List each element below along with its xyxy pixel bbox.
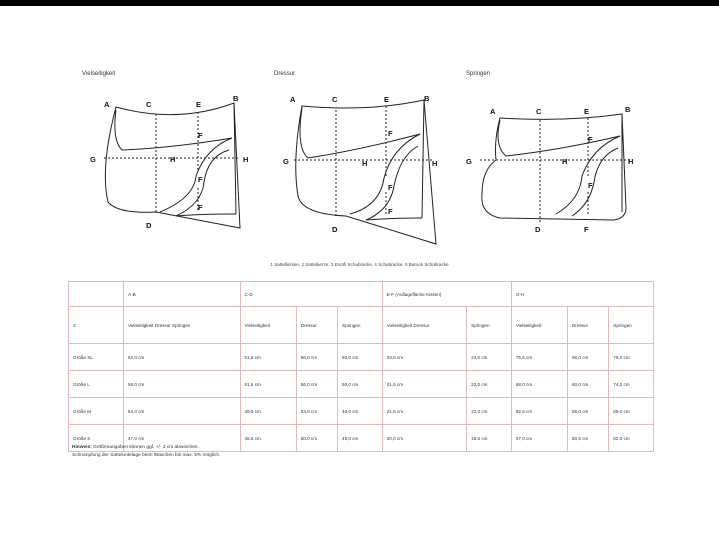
point-label-f: F xyxy=(388,129,393,138)
table-corner-label: 2 xyxy=(69,307,124,344)
table-cell: 66,0 cm xyxy=(567,344,608,371)
point-label-f: F xyxy=(388,207,393,216)
table-cell: 47,0 cm xyxy=(124,425,241,452)
table-cell: 57,0 cm xyxy=(511,425,567,452)
point-label-g: G xyxy=(466,157,472,166)
point-label-d: D xyxy=(535,225,541,234)
size-table xyxy=(68,281,654,452)
point-label-e: E xyxy=(196,100,202,109)
table-cell: 68,0 cm xyxy=(511,371,567,398)
point-label-d: D xyxy=(146,221,152,230)
point-label-b: B xyxy=(424,94,430,103)
table-sub-header-row xyxy=(69,307,654,344)
table-cell: 62,5 cm xyxy=(511,398,567,425)
point-label-b: B xyxy=(625,105,631,114)
point-label-c: C xyxy=(332,95,338,104)
table-group-header: A-B xyxy=(124,282,241,307)
note-hint-text: Größenangaben können ggf. +/- 2 cm abweichen. xyxy=(93,445,199,450)
table-cell: 22,0 cm xyxy=(467,398,512,425)
diagram-dressur xyxy=(294,100,436,244)
point-label-f: F xyxy=(584,225,589,234)
diagram-title-dressur: Dressur xyxy=(274,71,296,77)
table-group-header: E-F (Auflagefläche Kissen) xyxy=(382,282,511,307)
table-sub-header: Vielseitigkeit xyxy=(240,307,296,344)
table-cell: 50,0 cm xyxy=(296,425,337,452)
diagram-title-vielseitigkeit: Vielseitigkeit xyxy=(82,71,116,77)
table-row xyxy=(69,398,654,425)
table-notes xyxy=(72,444,220,460)
table-cell: 51,5 cm xyxy=(240,344,296,371)
table-cell: 76,0 cm xyxy=(609,344,654,371)
diagram-springen xyxy=(480,114,630,222)
table-group-header: G-H xyxy=(511,282,653,307)
table-cell: 50,5 cm xyxy=(567,425,608,452)
point-label-f: F xyxy=(198,175,203,184)
table-cell: 56,0 cm xyxy=(567,398,608,425)
table-cell: 58,0 cm xyxy=(124,371,241,398)
table-cell: 45,0 cm xyxy=(338,425,383,452)
table-cell: 21,5 cm xyxy=(382,398,466,425)
point-label-h: H xyxy=(628,157,634,166)
point-label-h: H xyxy=(432,159,438,168)
size-label: Größe L xyxy=(69,371,124,398)
note-hint-label: Hinweis: xyxy=(72,445,92,450)
table-cell: 22,0 cm xyxy=(467,344,512,371)
point-label-e: E xyxy=(584,107,590,116)
table-cell: 23,5 cm xyxy=(382,344,466,371)
diagram-title-springen: Springen xyxy=(466,71,491,77)
table-cell: 74,0 cm xyxy=(609,371,654,398)
table-sub-header: Dressur xyxy=(296,307,337,344)
table-sub-header: Vielseitigkeit Dressur Springen xyxy=(124,307,241,344)
table-cell: 75,5 cm xyxy=(511,344,567,371)
table-group-header-row xyxy=(69,282,654,307)
table-sub-header: Springen xyxy=(467,307,512,344)
point-label-f: F xyxy=(198,203,203,212)
table-cell: 62,0 cm xyxy=(609,425,654,452)
table-cell: 50,0 cm xyxy=(338,344,383,371)
point-label-f: F xyxy=(588,181,593,190)
table-sub-header: Vielseitigkeit xyxy=(511,307,567,344)
point-label-a: A xyxy=(104,100,110,109)
table-cell: 60,0 cm xyxy=(567,371,608,398)
table-sub-header: Springen xyxy=(338,307,383,344)
point-label-f: F xyxy=(198,131,203,140)
table-cell: 54,0 cm xyxy=(124,398,241,425)
point-label-h: H xyxy=(362,159,368,168)
size-label: Größe XL xyxy=(69,344,124,371)
table-cell: 50,0 cm xyxy=(338,371,383,398)
point-label-g: G xyxy=(90,155,96,164)
table-cell: 56,0 cm xyxy=(296,371,337,398)
table-cell: 62,0 cm xyxy=(124,344,241,371)
table-row xyxy=(69,371,654,398)
point-label-c: C xyxy=(146,100,152,109)
point-label-d: D xyxy=(332,225,338,234)
table-cell: 49,5 cm xyxy=(240,398,296,425)
table-cell: 46,5 cm xyxy=(240,425,296,452)
table-cell: 53,0 cm xyxy=(296,398,337,425)
table-cell: 18,5 cm xyxy=(467,425,512,452)
table-row xyxy=(69,344,654,371)
saddle-pad-diagrams xyxy=(0,0,719,260)
point-label-a: A xyxy=(290,95,296,104)
point-label-e: E xyxy=(384,95,390,104)
point-label-a: A xyxy=(490,107,496,116)
point-label-f: F xyxy=(588,135,593,144)
point-label-c: C xyxy=(536,107,542,116)
table-cell: 20,0 cm xyxy=(382,425,466,452)
point-label-b: B xyxy=(233,94,239,103)
table-cell: 51,5 cm xyxy=(240,371,296,398)
table-sub-header: Dressur xyxy=(567,307,608,344)
point-label-g: G xyxy=(283,157,289,166)
note-shrink: Schrumpfung der Satteluntelage beim Waschen bis max. 5% möglich. xyxy=(72,453,221,458)
table-sub-header: Vielseitigkeit Dressur xyxy=(382,307,466,344)
size-label: Größe S xyxy=(69,425,124,452)
table-sub-header: Springen xyxy=(609,307,654,344)
table-cell: 48,0 cm xyxy=(338,398,383,425)
size-label: Größe M xyxy=(69,398,124,425)
point-label-h: H xyxy=(170,155,176,164)
table-cell: 56,0 cm xyxy=(296,344,337,371)
table-cell: 22,0 cm xyxy=(467,371,512,398)
table-cell: 69,0 cm xyxy=(609,398,654,425)
diagram-caption: 1 Sattelkissen, 2 Sattelkerze, 3 Exotfi Schabracke, 4 Schabracke, 5 Barock Schabracke xyxy=(270,262,449,267)
table-group-header: C-D xyxy=(240,282,382,307)
note-hint xyxy=(72,444,220,452)
table-cell: 21,5 cm xyxy=(382,371,466,398)
diagram-vielseitigkeit xyxy=(104,103,240,228)
point-label-h: H xyxy=(243,155,249,164)
point-label-f: F xyxy=(388,183,393,192)
table-header-empty xyxy=(69,282,124,307)
point-label-h: H xyxy=(562,157,568,166)
